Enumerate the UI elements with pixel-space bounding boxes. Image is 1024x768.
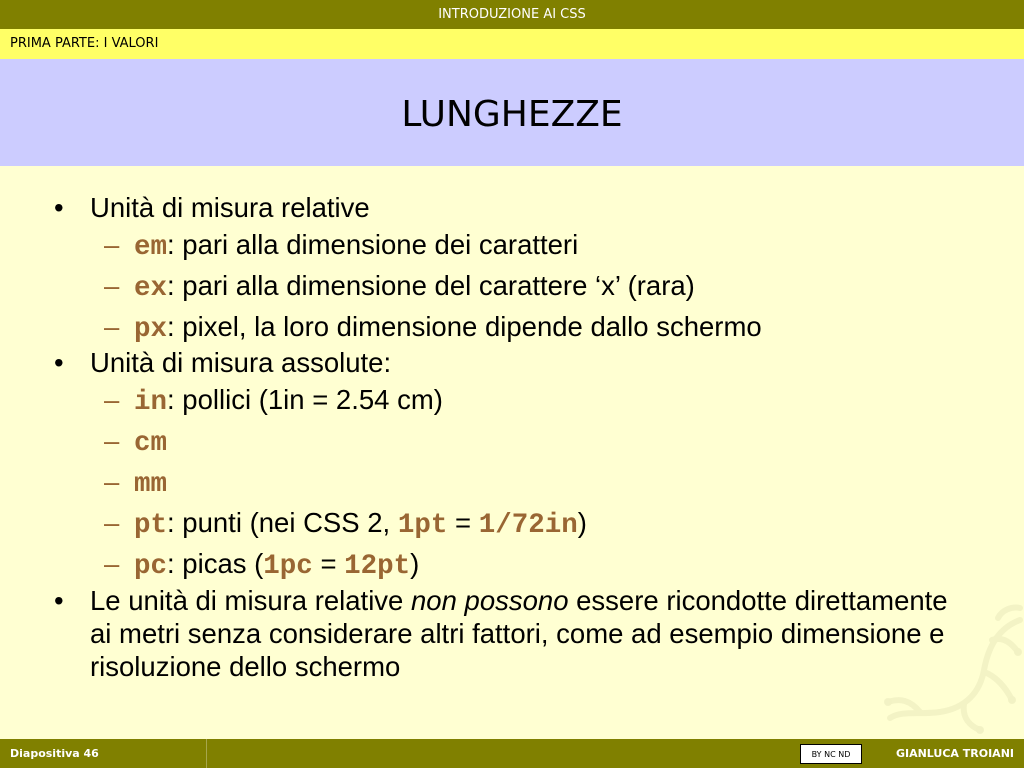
sub-item-ex [0, 265, 1024, 306]
unit-code: mm [134, 469, 168, 500]
sub-item-in [0, 379, 1024, 420]
dash-icon: – [104, 507, 120, 538]
sub-item-px [0, 306, 1024, 347]
note-text-end: essere ricondotte direttamente ai metri senza considerare altri fattori, come ad esempio dimensione e risoluzione dello schermo [90, 585, 948, 682]
equals-sign: = [447, 507, 479, 538]
gecko-icon [880, 600, 1024, 735]
unit-description: : pari alla dimensione del carattere ‘x’ (rara) [167, 270, 695, 301]
dash-icon: – [104, 466, 120, 497]
course-title: INTRODUZIONE AI CSS [0, 0, 1024, 29]
dash-icon: – [104, 270, 120, 301]
footer-bar [0, 739, 1024, 768]
slide-number: Diapositiva 46 [10, 747, 99, 760]
bullet-text: Unità di misura relative [90, 192, 370, 223]
unit-description: : pari alla dimensione dei caratteri [167, 229, 579, 260]
unit-code: ex [134, 273, 168, 304]
inline-code: 1pc [263, 551, 313, 582]
unit-code: in [134, 387, 168, 418]
sub-item-cm [0, 420, 1024, 461]
dash-icon: – [104, 425, 120, 456]
dash-icon: – [104, 548, 120, 579]
dash-icon: – [104, 311, 120, 342]
slide-title: LUNGHEZZE [0, 59, 1024, 166]
sub-item-em [0, 224, 1024, 265]
sub-item-mm [0, 461, 1024, 502]
note-text: Le unità di misura relative [90, 585, 411, 616]
slide-content [0, 192, 1024, 683]
footer-divider [206, 739, 207, 768]
unit-code: pc [134, 551, 168, 582]
inline-code: 1/72in [478, 510, 578, 541]
bullet-relative-units [0, 192, 1024, 224]
closing-paren: ) [410, 548, 420, 579]
bullet-icon: • [54, 585, 64, 616]
sub-item-pc [0, 543, 1024, 584]
unit-code: em [134, 232, 168, 263]
bullet-note [0, 584, 970, 683]
unit-description: : pollici (1in = 2.54 cm) [167, 384, 443, 415]
dash-icon: – [104, 384, 120, 415]
inline-code: 1pt [397, 510, 448, 541]
equals-sign: = [312, 548, 345, 579]
license-text: BY NC ND [811, 749, 851, 759]
unit-description: : pixel, la loro dimensione dipende dallo schermo [167, 311, 762, 342]
dash-icon: – [104, 229, 120, 260]
unit-code: px [134, 314, 168, 345]
note-emphasis: non possono [411, 585, 569, 616]
unit-code: pt [134, 510, 168, 541]
author-name: GIANLUCA TROIANI [895, 747, 1014, 760]
section-label: PRIMA PARTE: I VALORI [0, 29, 1024, 59]
unit-description: : picas ( [167, 548, 264, 579]
bullet-text: Unità di misura assolute: [90, 347, 392, 378]
inline-code: 12pt [344, 551, 411, 582]
bullet-icon: • [54, 347, 64, 378]
unit-code: cm [134, 428, 168, 459]
bullet-icon: • [54, 192, 64, 223]
unit-description: : punti (nei CSS 2, [167, 507, 398, 538]
sub-item-pt [0, 502, 1024, 543]
closing-paren: ) [577, 507, 587, 538]
creative-commons-icon [800, 744, 862, 764]
bullet-absolute-units [0, 347, 1024, 379]
